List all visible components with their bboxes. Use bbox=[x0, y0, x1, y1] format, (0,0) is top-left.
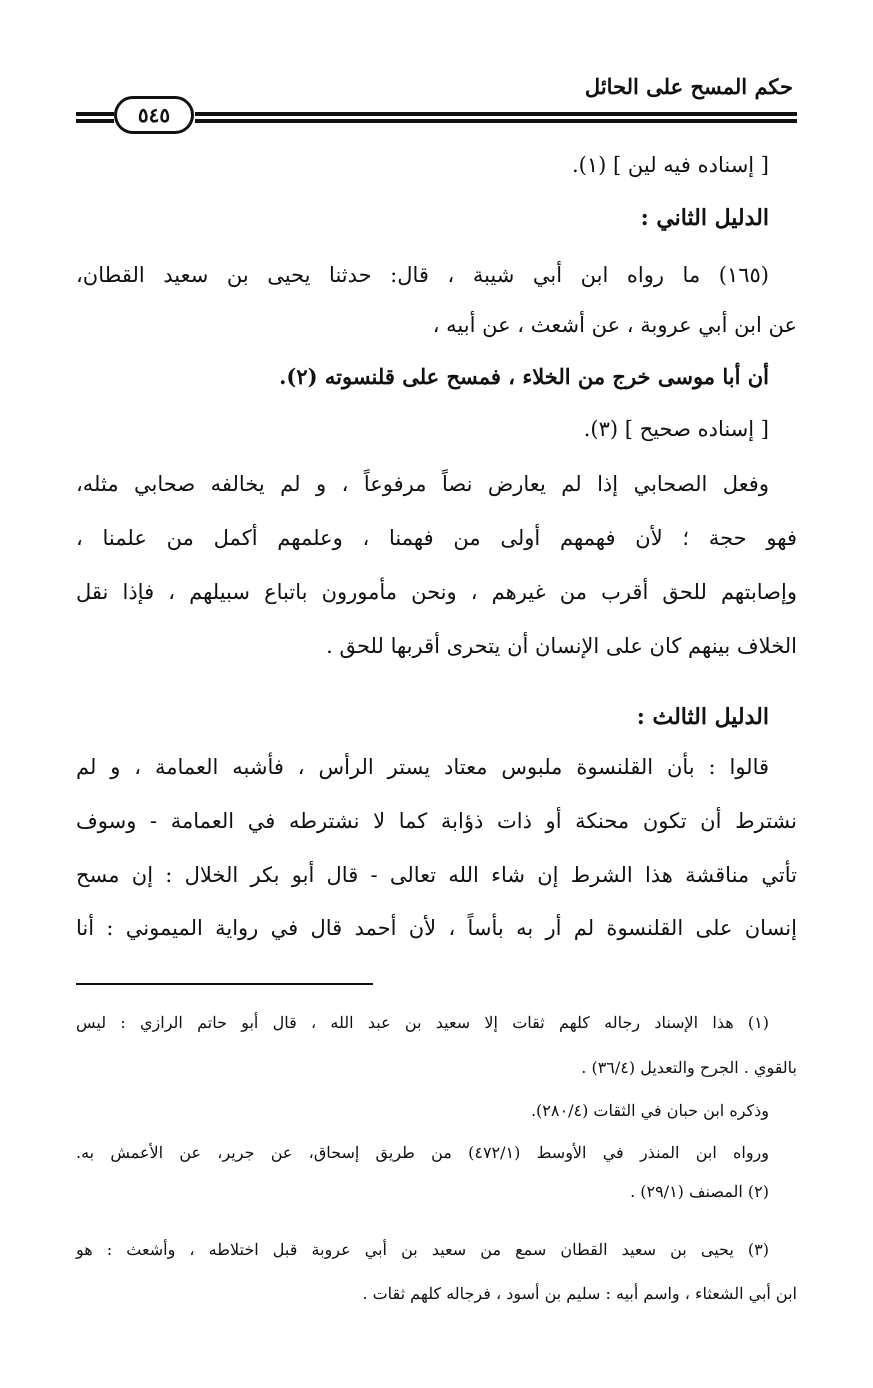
text-line: [ إسناده فيه لين ] (١). bbox=[572, 153, 769, 177]
footnote-line: (١) هذا الإسناد رجاله كلهم ثقات إلا سعيد بن عبد الله ، قال أبو حاتم الرازي : ليس bbox=[76, 1013, 770, 1032]
text-line: فهو حجة ؛ لأن فهمهم أولى من فهمنا ، وعلمهم أكمل من علمنا ، bbox=[76, 526, 797, 550]
footnote-line: ورواه ابن المنذر في الأوسط (٤٧٢/١) من طريق إسحاق، عن جرير، عن الأعمش به. bbox=[76, 1143, 770, 1162]
footnote-line: (٢) المصنف (٢٩/١) . bbox=[630, 1182, 769, 1201]
text-line: وفعل الصحابي إذا لم يعارض نصاً مرفوعاً ، و لم يخالفه صحابي مثله، bbox=[76, 472, 769, 496]
footnote-separator bbox=[76, 983, 373, 985]
text-line: عن ابن أبي عروبة ، عن أشعث ، عن أبيه ، bbox=[432, 313, 797, 337]
page-number-badge: ٥٤٥ bbox=[114, 96, 194, 134]
header-rule bbox=[76, 119, 114, 123]
text-line: قالوا : بأن القلنسوة ملبوس معتاد يستر الرأس ، فأشبه العمامة ، و لم bbox=[76, 755, 769, 779]
text-line: تأتي مناقشة هذا الشرط إن شاء الله تعالى - قال أبو بكر الخلال : إن مسح bbox=[76, 863, 797, 887]
text-line: الخلاف بينهم كان على الإنسان أن يتحرى أقربها للحق . bbox=[326, 634, 797, 658]
header-rule bbox=[195, 119, 797, 123]
text-line: [ إسناده صحيح ] (٣). bbox=[583, 417, 769, 441]
footnote-line: ابن أبي الشعثاء ، واسم أبيه : سليم بن أسود ، فرجاله كلهم ثقات . bbox=[362, 1284, 797, 1303]
section-heading: الدليل الثاني : bbox=[640, 205, 769, 231]
footnote-line: وذكره ابن حبان في الثقات (٢٨٠/٤). bbox=[530, 1101, 769, 1120]
footnote-line: بالقوي . الجرح والتعديل (٣٦/٤) . bbox=[581, 1058, 797, 1077]
text-line: وإصابتهم للحق أقرب من غيرهم ، ونحن مأمورون باتباع سبيلهم ، فإذا نقل bbox=[76, 580, 797, 604]
text-line: نشترط أن تكون محنكة أو ذات ذؤابة كما لا نشترطه في العمامة - وسوف bbox=[76, 809, 797, 833]
header-rule bbox=[195, 112, 797, 116]
footnote-line: (٣) يحيى بن سعيد القطان سمع من سعيد بن أبي عروبة قبل اختلاطه ، وأشعث : هو bbox=[76, 1240, 769, 1259]
text-line: (١٦٥) ما رواه ابن أبي شيبة ، قال: حدثنا يحيى بن سعيد القطان، bbox=[76, 263, 769, 287]
text-line: إنسان على القلنسوة لم أر به بأساً ، لأن أحمد قال في رواية الميموني : أنا bbox=[76, 916, 797, 940]
header-rule bbox=[76, 112, 114, 116]
section-heading: الدليل الثالث : bbox=[636, 704, 769, 730]
running-header-title: حكم المسح على الحائل bbox=[584, 74, 793, 99]
hadith-text: أن أبا موسى خرج من الخلاء ، فمسح على قلنسوته (٢). bbox=[279, 364, 769, 389]
